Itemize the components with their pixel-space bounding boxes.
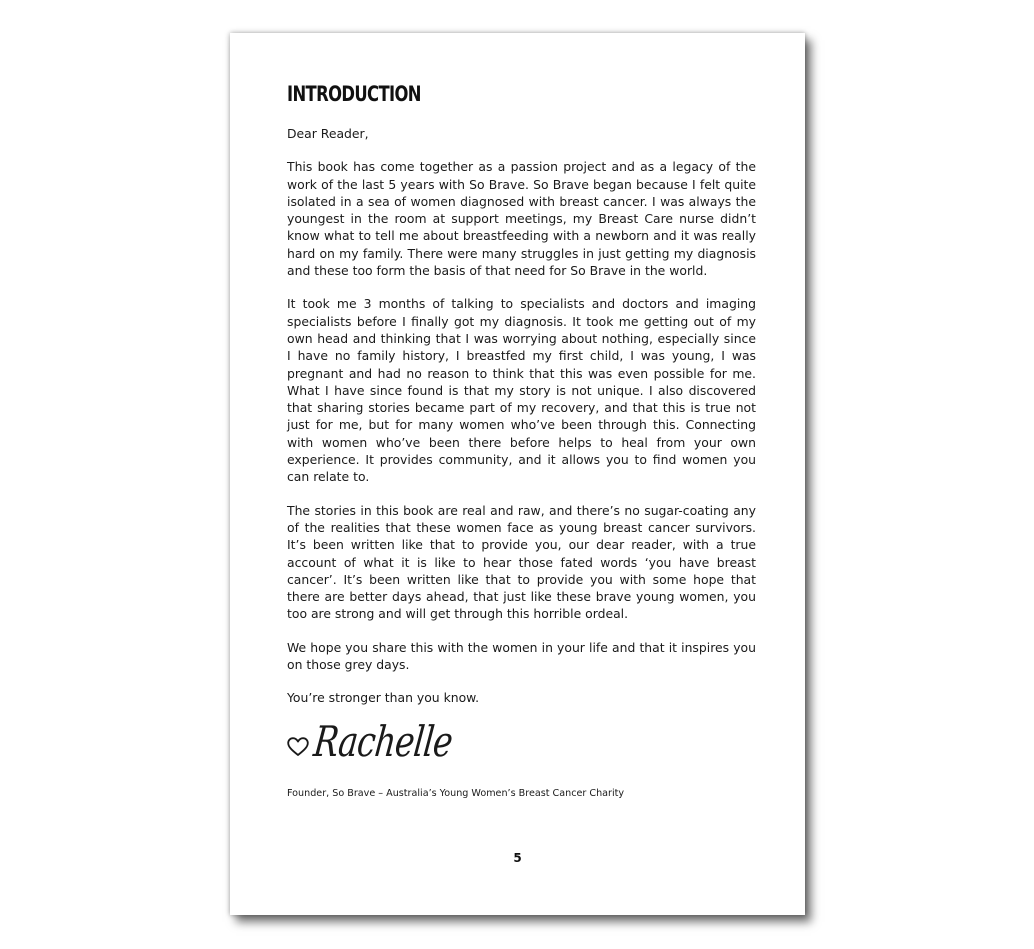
founder-caption: Founder, So Brave – Australia’s Young Women’s Breast Cancer Charity — [287, 787, 625, 799]
paragraph: We hope you share this with the women in your life and that it inspires you on those grey days. — [287, 639, 756, 673]
signature-name: Rachelle — [311, 716, 455, 766]
heart-outline-icon — [287, 737, 309, 757]
page-content — [287, 79, 756, 800]
signature — [287, 715, 756, 787]
paragraph: It took me 3 months of talking to specialists and doctors and imaging specialists before I finally got my diagnosis. It took me getting out of my own head and thinking that I was worrying about nothing, especially since I have no family history, I breastfed my first child, I was young, I was pregnant and had no reason to think that this was even possible for me. What I have since found is that my story is not unique. I also discovered that sharing stories became part of my recovery, and that this is true not just for me, but for many women who’ve been through this. Connecting with women who’ve been there before helps to heal from your own experience. It provides community, and it allows you to find women you can relate to. — [287, 296, 756, 485]
closing-line: You’re stronger than you know. — [287, 690, 480, 706]
chapter-heading: INTRODUCTION — [287, 82, 421, 106]
book-page — [230, 33, 805, 915]
paragraph: The stories in this book are real and raw, and there’s no sugar-coating any of the realities that these women face as young breast cancer survivors. It’s been written like that to provide you, our dear reader, with a true account of what it is like to hear those fated words ‘you have breast cancer’. It’s been written like that to provide you with some hope that there are better days ahead, that just like these brave young women, you too are strong and will get through this horrible ordeal. — [287, 502, 756, 622]
page-number: 5 — [513, 851, 522, 865]
greeting: Dear Reader, — [287, 126, 369, 141]
paragraph: This book has come together as a passion project and as a legacy of the work of the last 5 years with So Brave. So Brave began because I felt quite isolated in a sea of women diagnosed with breast cancer. I was always the youngest in the room at support meetings, my Breast Care nurse didn’t know what to tell me about breastfeeding with a newborn and it was really hard on my family. There were many struggles in just getting my diagnosis and these too form the basis of that need for So Brave in the world. — [287, 159, 756, 279]
